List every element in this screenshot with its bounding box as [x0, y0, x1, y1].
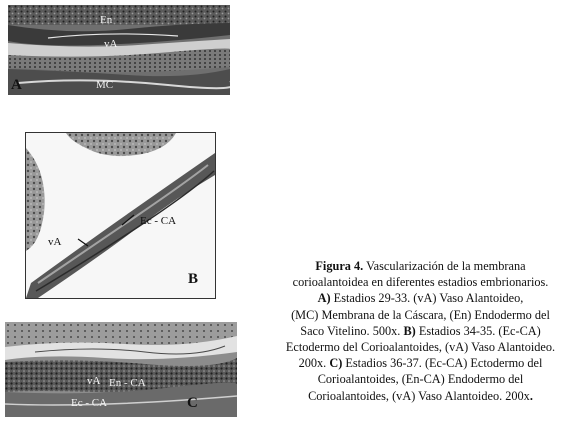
annotation-mc: MC — [96, 79, 114, 91]
caption-label-a: A) — [317, 291, 331, 306]
caption-text-c: Corioalantoides, (vA) Vaso Alantoideo. 200x — [308, 388, 530, 403]
annotation-en-ca: En - CA — [109, 377, 146, 389]
caption-line: corioalantoidea en diferentes estadios embrionarios. — [292, 275, 549, 290]
annotation-va: vA — [87, 375, 101, 387]
caption-text-c: Corioalantoides, (En-CA) Endodermo del — [317, 372, 524, 387]
panel-a — [8, 5, 230, 95]
figure-label: Figura 4. — [315, 259, 364, 273]
annotation-ec-ca: Ec - CA — [140, 215, 177, 227]
annotation-va: vA — [104, 38, 118, 50]
micrograph-b — [26, 133, 215, 298]
caption-label-c: C) — [329, 356, 343, 371]
annotation-ec-ca: Ec - CA — [71, 397, 108, 409]
figure-caption — [268, 258, 573, 404]
panel-label-a: A — [11, 77, 22, 93]
caption-text-a: Estadios 29-33. (vA) Vaso Alantoideo, — [330, 291, 524, 306]
caption-text-b: 200x. — [298, 356, 330, 371]
panel-c — [5, 322, 237, 417]
caption-end: . — [529, 388, 533, 403]
panel-label-b: B — [188, 271, 199, 287]
caption-text-a: (MC) Membrana de la Cáscara, (En) Endodermo del — [291, 307, 550, 322]
caption-text-b: Estadios 34-35. (Ec-CA) — [415, 323, 541, 338]
annotation-va: vA — [48, 236, 62, 248]
caption-text-b: Ectodermo del Corioalantoides, (vA) Vaso Alantoideo. — [285, 340, 556, 355]
panel-b — [25, 132, 216, 299]
annotation-en: En — [100, 14, 113, 26]
caption-label-b: B) — [403, 323, 416, 338]
caption-line: Vascularización de la membrana — [366, 259, 526, 273]
micrograph-c — [5, 322, 237, 417]
micrograph-a — [8, 5, 230, 95]
panel-label-c: C — [187, 395, 198, 411]
caption-text-c: Estadios 36-37. (Ec-CA) Ectodermo del — [342, 356, 543, 371]
caption-text-a: Saco Vitelino. 500x. — [300, 323, 404, 338]
